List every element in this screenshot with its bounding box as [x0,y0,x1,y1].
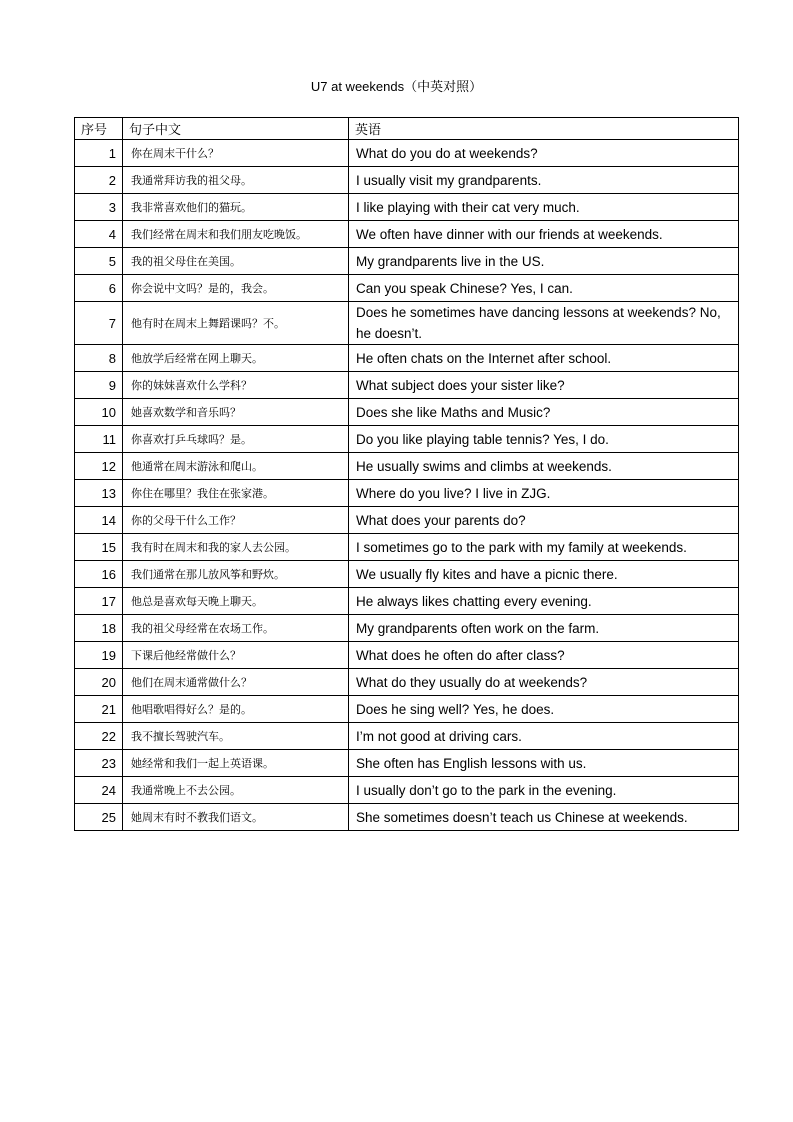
row-number: 20 [75,669,123,696]
row-english: I sometimes go to the park with my family at weekends. [349,534,739,561]
row-number: 23 [75,750,123,777]
row-chinese: 你住在哪里？我住在张家港。 [123,480,349,507]
row-number: 22 [75,723,123,750]
table-row [75,221,739,248]
row-chinese: 他唱歌唱得好么？是的。 [123,696,349,723]
table-row [75,723,739,750]
row-chinese: 你在周末干什么？ [123,140,349,167]
row-english: We often have dinner with our friends at weekends. [349,221,739,248]
row-english: She often has English lessons with us. [349,750,739,777]
table-row [75,777,739,804]
row-chinese: 我的祖父母住在美国。 [123,248,349,275]
table-row [75,302,739,345]
row-english: I usually don’t go to the park in the evening. [349,777,739,804]
row-english: What do they usually do at weekends? [349,669,739,696]
row-chinese: 我的祖父母经常在农场工作。 [123,615,349,642]
row-number: 13 [75,480,123,507]
table-row [75,399,739,426]
row-chinese: 我们经常在周末和我们朋友吃晚饭。 [123,221,349,248]
table-row [75,140,739,167]
row-chinese: 她经常和我们一起上英语课。 [123,750,349,777]
table-row [75,345,739,372]
sentence-table [74,117,739,831]
table-row [75,696,739,723]
row-number: 8 [75,345,123,372]
row-number: 12 [75,453,123,480]
table-row [75,248,739,275]
row-number: 16 [75,561,123,588]
table-row [75,642,739,669]
row-chinese: 她周末有时不教我们语文。 [123,804,349,831]
row-number: 4 [75,221,123,248]
page-title: U7 at weekends（中英对照） [310,79,483,94]
table-row [75,534,739,561]
row-number: 18 [75,615,123,642]
row-number: 21 [75,696,123,723]
table-row [75,167,739,194]
row-chinese: 我非常喜欢他们的猫玩。 [123,194,349,221]
row-english: Does she like Maths and Music? [349,399,739,426]
row-english: He often chats on the Internet after school. [349,345,739,372]
row-chinese: 我通常拜访我的祖父母。 [123,167,349,194]
table-row [75,426,739,453]
row-english: Does he sing well? Yes, he does. [349,696,739,723]
table-row [75,275,739,302]
row-number: 19 [75,642,123,669]
row-number: 2 [75,167,123,194]
row-number: 6 [75,275,123,302]
row-english: Where do you live? I live in ZJG. [349,480,739,507]
row-number: 24 [75,777,123,804]
table-row [75,561,739,588]
row-english: She sometimes doesn’t teach us Chinese at weekends. [349,804,739,831]
row-chinese: 你的妹妹喜欢什么学科？ [123,372,349,399]
table-row [75,507,739,534]
row-number: 7 [75,302,123,345]
row-english: Can you speak Chinese? Yes, I can. [349,275,739,302]
row-number: 11 [75,426,123,453]
header-chinese: 句子中文 [123,118,349,140]
row-number: 5 [75,248,123,275]
row-english: What does your parents do? [349,507,739,534]
header-number: 序号 [75,118,123,140]
header-english: 英语 [349,118,739,140]
row-english: He always likes chatting every evening. [349,588,739,615]
row-english: My grandparents often work on the farm. [349,615,739,642]
row-english: What subject does your sister like? [349,372,739,399]
row-chinese: 我不擅长驾驶汽车。 [123,723,349,750]
row-english: I’m not good at driving cars. [349,723,739,750]
row-chinese: 你的父母干什么工作？ [123,507,349,534]
table-row [75,194,739,221]
row-chinese: 他有时在周末上舞蹈课吗？不。 [123,302,349,345]
row-number: 9 [75,372,123,399]
row-chinese: 我通常晚上不去公园。 [123,777,349,804]
table-row [75,480,739,507]
row-chinese: 你喜欢打乒乓球吗？是。 [123,426,349,453]
row-english: I like playing with their cat very much. [349,194,739,221]
table-header-row [75,118,739,140]
table-row [75,588,739,615]
row-chinese: 她喜欢数学和音乐吗？ [123,399,349,426]
table-row [75,453,739,480]
row-english: He usually swims and climbs at weekends. [349,453,739,480]
table-row [75,750,739,777]
row-number: 14 [75,507,123,534]
row-english: My grandparents live in the US. [349,248,739,275]
row-english: What do you do at weekends? [349,140,739,167]
row-number: 1 [75,140,123,167]
table-row [75,804,739,831]
table-row [75,615,739,642]
row-english: Do you like playing table tennis? Yes, I do. [349,426,739,453]
row-chinese: 下课后他经常做什么？ [123,642,349,669]
row-chinese: 我有时在周末和我的家人去公园。 [123,534,349,561]
row-chinese: 他放学后经常在网上聊天。 [123,345,349,372]
row-english: Does he sometimes have dancing lessons at weekends? No, he doesn’t. [349,302,739,345]
row-number: 15 [75,534,123,561]
row-number: 10 [75,399,123,426]
row-english: I usually visit my grandparents. [349,167,739,194]
row-chinese: 他们在周末通常做什么？ [123,669,349,696]
row-number: 17 [75,588,123,615]
row-chinese: 他通常在周末游泳和爬山。 [123,453,349,480]
row-number: 25 [75,804,123,831]
row-english: We usually fly kites and have a picnic there. [349,561,739,588]
row-chinese: 他总是喜欢每天晚上聊天。 [123,588,349,615]
row-chinese: 你会说中文吗？是的，我会。 [123,275,349,302]
table-row [75,669,739,696]
row-number: 3 [75,194,123,221]
row-chinese: 我们通常在那儿放风筝和野炊。 [123,561,349,588]
table-row [75,372,739,399]
row-english: What does he often do after class? [349,642,739,669]
